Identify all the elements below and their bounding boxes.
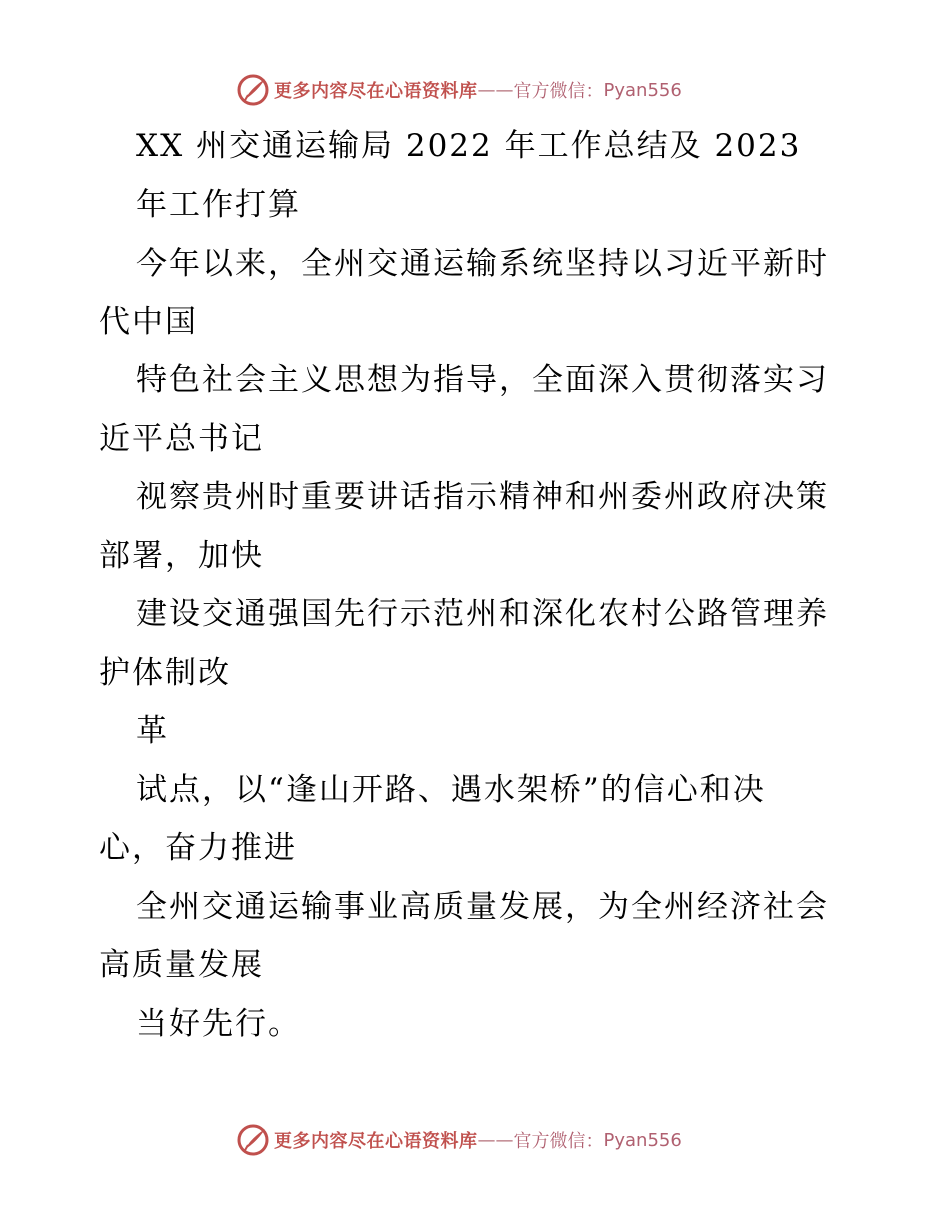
document-title-line-2: 年工作打算: [136, 187, 301, 223]
banner-separator: ——: [477, 1129, 514, 1151]
paragraph-line: 建设交通强国先行示范州和深化农村公路管理养: [136, 596, 829, 632]
paragraph-line: 心，奋力推进: [99, 830, 297, 866]
paragraph-line: 部署，加快: [99, 538, 264, 574]
header-banner: [236, 73, 682, 107]
banner-wechat-id: Pyan556: [603, 1129, 682, 1151]
banner-official-label: 官方微信：: [513, 81, 604, 102]
paragraph-line: 视察贵州时重要讲话指示精神和州委州政府决策: [136, 479, 829, 515]
paragraph-line: 高质量发展: [99, 947, 264, 983]
banner-official-label: 官方微信：: [513, 1131, 604, 1152]
banner-main-text: 更多内容尽在心语资料库: [274, 81, 478, 102]
paragraph-line: 今年以来，全州交通运输系统坚持以习近平新时: [136, 246, 829, 282]
banner-wechat-id: Pyan556: [603, 79, 682, 101]
paragraph-line: 革: [136, 713, 169, 749]
paragraph-line: 代中国: [99, 304, 198, 340]
footer-banner: [236, 1123, 682, 1157]
feather-pen-logo-icon: [236, 1123, 270, 1157]
paragraph-line: 全州交通运输事业高质量发展，为全州经济社会: [136, 889, 829, 925]
paragraph-line: 特色社会主义思想为指导，全面深入贯彻落实习: [136, 362, 829, 398]
banner-separator: ——: [477, 79, 514, 101]
feather-pen-logo-icon: [236, 73, 270, 107]
paragraph-line: 护体制改: [99, 655, 231, 691]
paragraph-line: 试点，以“逢山开路、遇水架桥”的信心和决: [136, 772, 766, 808]
document-title-line-1: XX 州交通运输局 2022 年工作总结及 2023: [136, 128, 802, 164]
paragraph-line: 当好先行。: [136, 1006, 301, 1042]
paragraph-line: 近平总书记: [99, 421, 264, 457]
banner-main-text: 更多内容尽在心语资料库: [274, 1131, 478, 1152]
